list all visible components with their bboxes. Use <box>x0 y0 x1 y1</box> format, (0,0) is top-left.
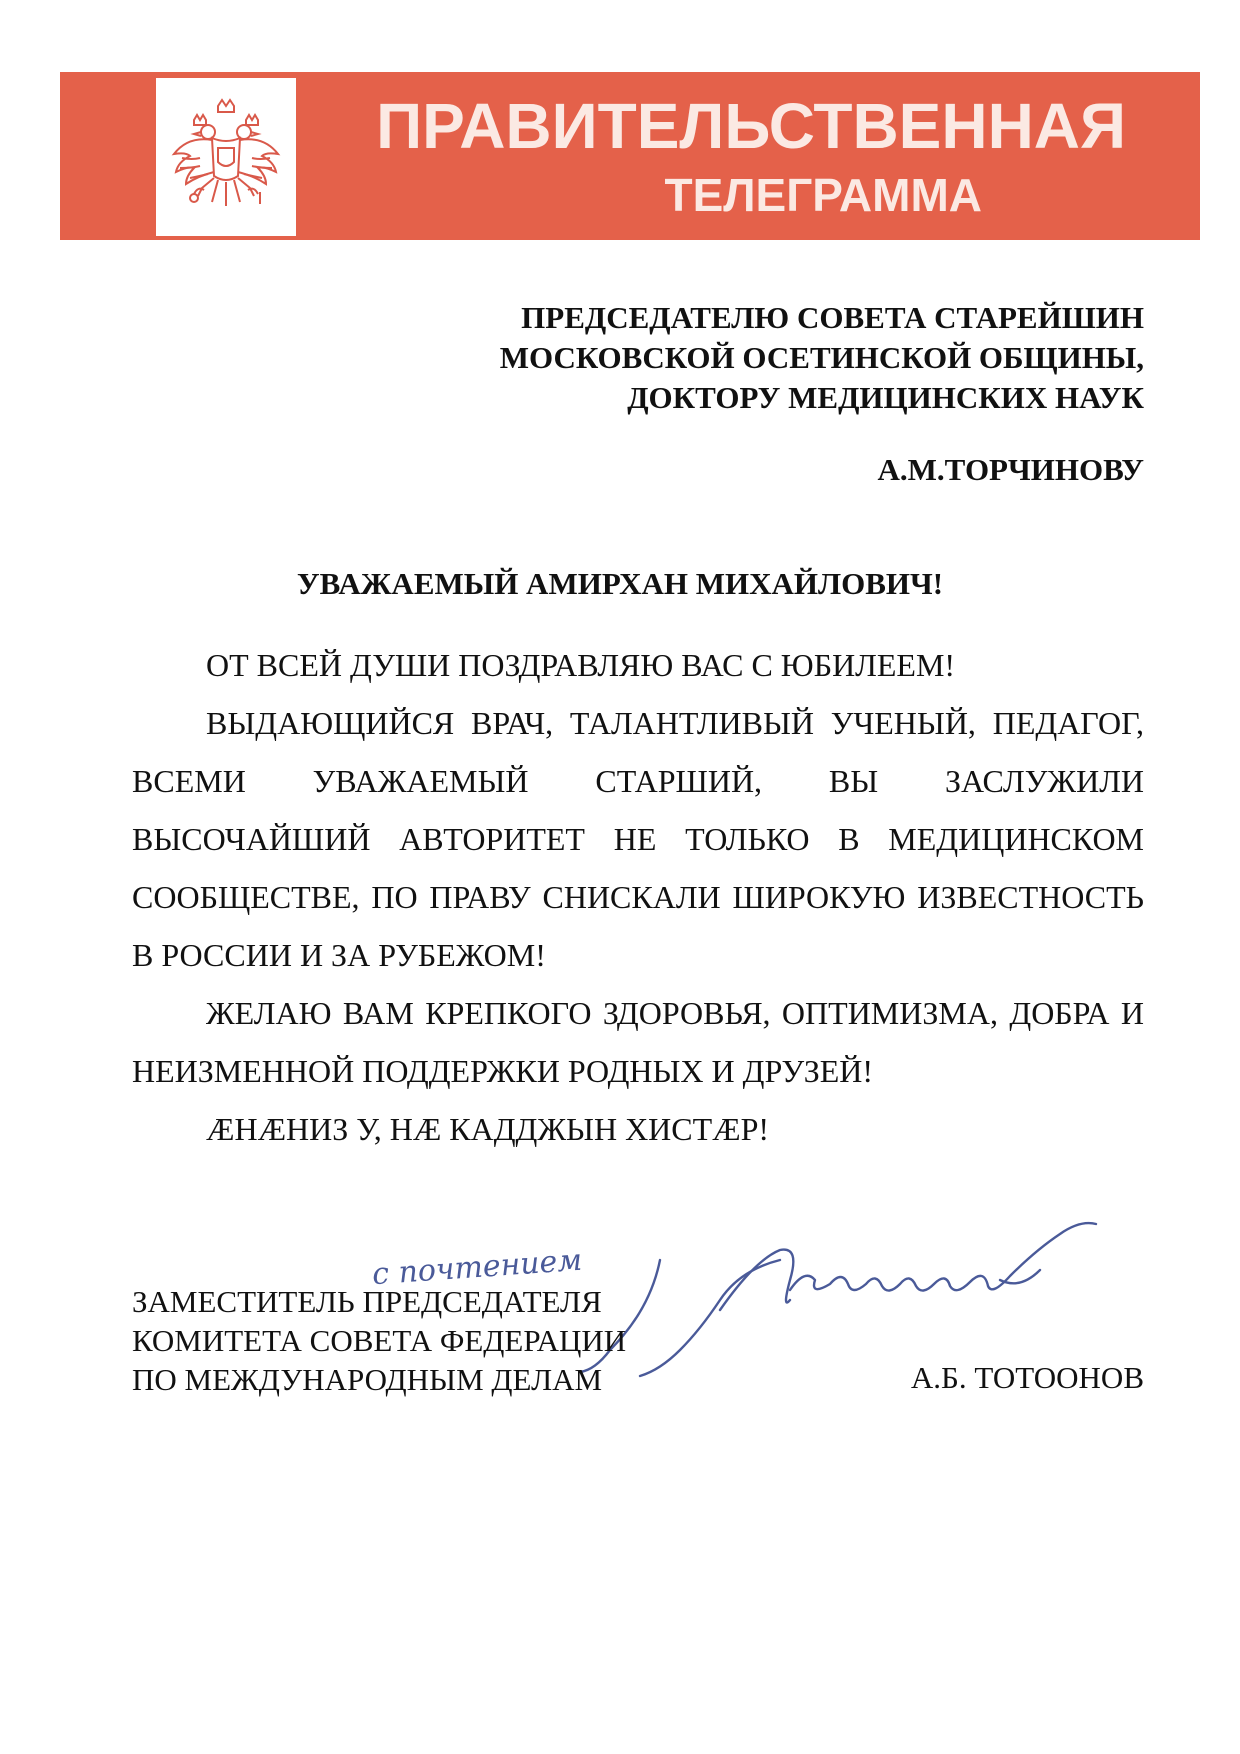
emblem-frame <box>156 78 296 236</box>
double-headed-eagle-icon <box>168 98 284 216</box>
body-paragraph: ÆНÆНИЗ У, НÆ КАДДЖЫН ХИСТÆР! <box>206 1111 770 1147</box>
body-paragraph: ВЫДАЮЩИЙСЯ ВРАЧ, ТАЛАНТЛИВЫЙ УЧЕНЫЙ, ПЕДАГОГ, ВСЕМИ УВАЖАЕМЫЙ СТАРШИЙ, ВЫ ЗАСЛУЖИЛИ ВЫСОЧАЙШИЙ АВТОРИТЕТ НЕ ТОЛЬКО В МЕДИЦИНСКОМ СООБЩЕСТВЕ, ПО ПРАВУ СНИСКАЛИ ШИРОКУЮ ИЗВЕСТНОСТЬ В РОССИИ И ЗА РУБЕЖОМ! <box>132 705 1144 973</box>
body-paragraph: ЖЕЛАЮ ВАМ КРЕПКОГО ЗДОРОВЬЯ, ОПТИМИЗМА, ДОБРА И НЕИЗМЕННОЙ ПОДДЕРЖКИ РОДНЫХ И ДРУЗЕЙ! <box>132 995 1144 1089</box>
letter-body <box>132 636 1144 1158</box>
signatory-position-line: ЗАМЕСТИТЕЛЬ ПРЕДСЕДАТЕЛЯ <box>132 1284 602 1319</box>
signatory-position-line: КОМИТЕТА СОВЕТА ФЕДЕРАЦИИ <box>132 1323 627 1358</box>
addressee-line: ПРЕДСЕДАТЕЛЮ СОВЕТА СТАРЕЙШИН <box>521 300 1144 335</box>
addressee-block <box>500 298 1144 418</box>
salutation: УВАЖАЕМЫЙ АМИРХАН МИХАЙЛОВИЧ! <box>296 566 944 601</box>
addressee-name: А.М.ТОРЧИНОВУ <box>877 452 1144 487</box>
telegram-header-banner <box>60 72 1200 240</box>
signatory-position <box>132 1282 626 1399</box>
banner-subtitle: ТЕЛЕГРАММА <box>664 169 982 221</box>
addressee-line: МОСКОВСКОЙ ОСЕТИНСКОЙ ОБЩИНЫ, <box>499 340 1144 375</box>
addressee-line: ДОКТОРУ МЕДИЦИНСКИХ НАУК <box>627 380 1144 415</box>
signatory-position-line: ПО МЕЖДУНАРОДНЫМ ДЕЛАМ <box>132 1362 603 1397</box>
handwritten-greeting-text: с почтением <box>371 1242 584 1293</box>
signatory-name: А.Б. ТОТООНОВ <box>910 1360 1144 1395</box>
banner-title: ПРАВИТЕЛЬСТВЕННАЯ <box>376 90 1126 162</box>
body-paragraph: ОТ ВСЕЙ ДУШИ ПОЗДРАВЛЯЮ ВАС С ЮБИЛЕЕМ! <box>206 647 956 683</box>
